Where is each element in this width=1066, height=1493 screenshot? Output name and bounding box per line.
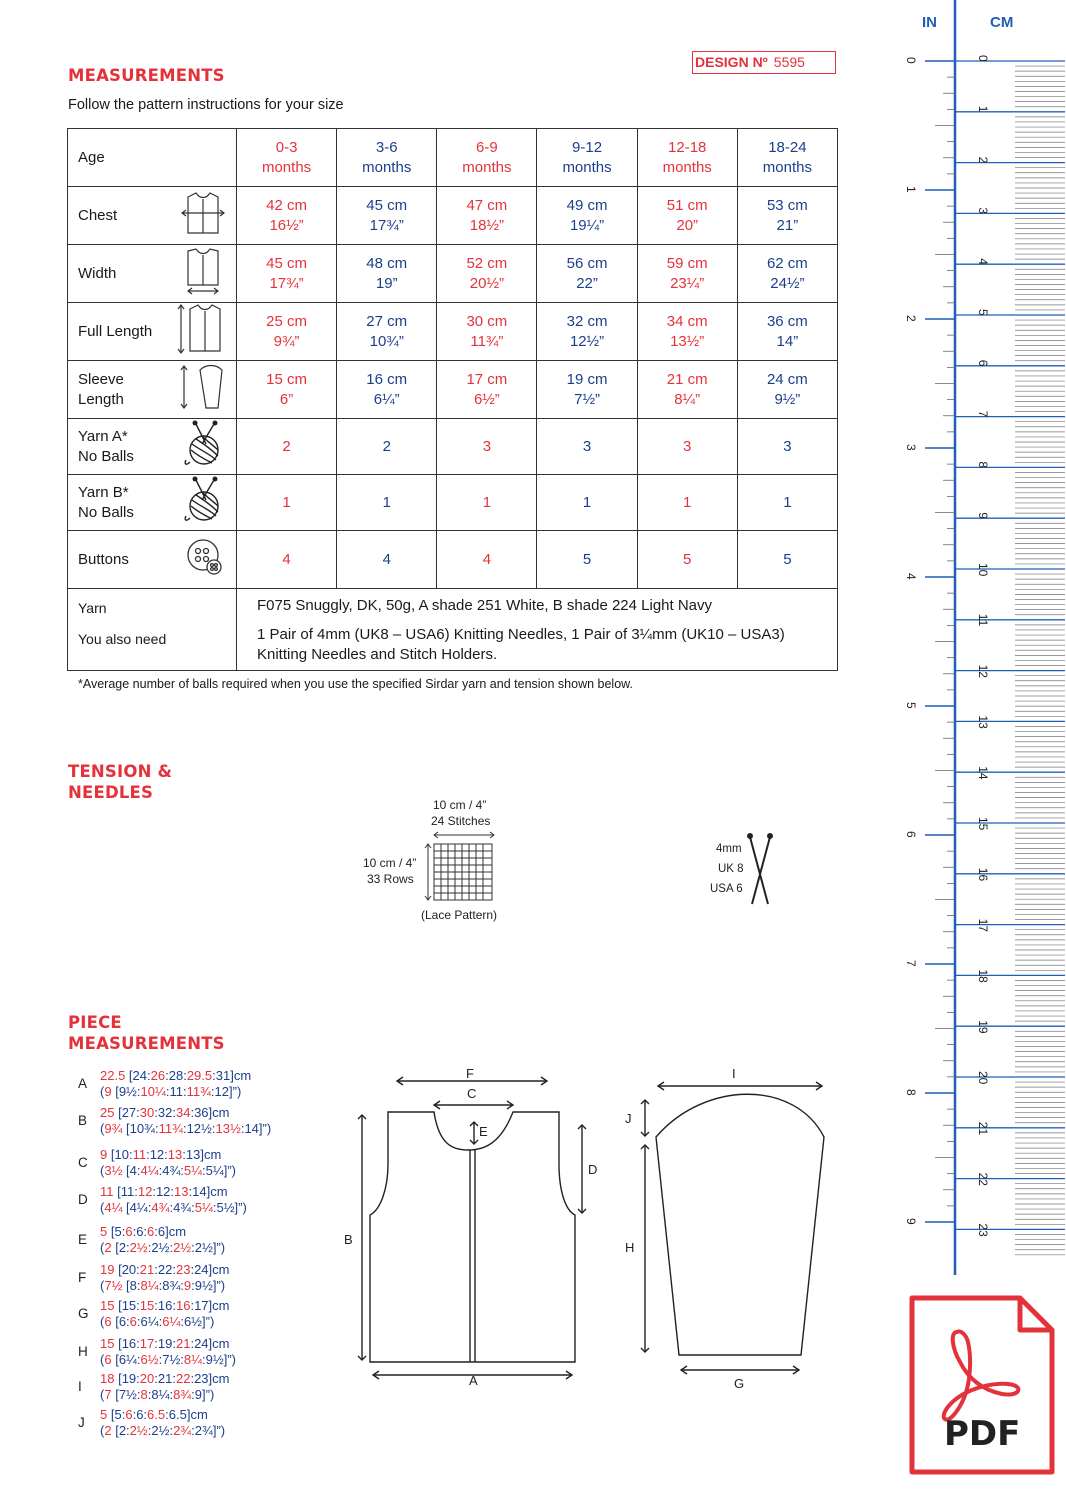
diagram-label-e: E [479, 1124, 488, 1139]
size-value-cell: 1 [737, 475, 837, 531]
ruler-inch-number: 8 [904, 1089, 918, 1096]
size-value-cell: 0-3 months [237, 129, 337, 187]
also-need-value: 1 Pair of 4mm (UK8 – USA6) Knitting Needles, 1 Pair of 3¼mm (UK10 – USA3) Knitting Needles and Stitch Holders. [257, 626, 785, 663]
piece-letter: B [78, 1113, 88, 1128]
measurement-row [68, 531, 838, 589]
ruler-cm-number: 1 [976, 105, 990, 113]
ruler-cm-number: 0 [976, 55, 990, 62]
size-value-cell: 24 cm 9½” [737, 361, 837, 419]
ruler-cm-number: 18 [976, 969, 990, 983]
row-label-cell [68, 361, 237, 419]
piece-measure-in: (9¾ [10¾:11¾:12½:13½:14]”) [100, 1121, 272, 1136]
row-label: Buttons [78, 550, 129, 568]
piece-measure-in: (7 [7½:8:8¼:8¾:9]”) [100, 1387, 215, 1402]
piece-measure-in: (6 [6¼:6½:7½:8¼:9½]”) [100, 1352, 236, 1367]
size-value-cell: 36 cm 14” [737, 303, 837, 361]
measurements-table [67, 128, 838, 671]
piece-measure-cm: 25 [27:30:32:34:36]cm [100, 1105, 230, 1120]
size-value-cell: 62 cm 24½” [737, 245, 837, 303]
size-value-cell: 2 [237, 419, 337, 475]
row-label-cell [68, 419, 237, 475]
ruler-cm-number: 7 [976, 410, 990, 418]
footnote: *Average number of balls required when you use the specified Sirdar yarn and tension shown below. [78, 677, 633, 691]
diagram-label-i: I [732, 1066, 736, 1081]
size-value-cell: 32 cm 12½” [537, 303, 637, 361]
size-value-cell: 5 [537, 531, 637, 589]
piece-measure-in: (2 [2:2½:2½:2½:2½]”) [100, 1240, 226, 1255]
row-label: Width [78, 264, 117, 282]
needle-uk: UK 8 [718, 863, 744, 875]
diagram-label-b: B [344, 1232, 353, 1247]
size-value-cell: 4 [437, 531, 537, 589]
size-value-cell: 30 cm 11¾” [437, 303, 537, 361]
ruler-cm-number: 11 [976, 613, 990, 627]
chest-icon [180, 189, 226, 243]
ruler-inch-number: 2 [904, 315, 918, 322]
ruler-inch-number: 4 [904, 573, 918, 580]
size-value-cell: 3 [537, 419, 637, 475]
piece-measure-in: (3½ [4:4¼:4¾:5¼:5¼]”) [100, 1163, 236, 1178]
yarn-labels [68, 589, 237, 671]
size-value-cell: 18-24 months [737, 129, 837, 187]
piece-measure-in: (2 [2:2½:2½:2¾:2¾]”) [100, 1423, 226, 1438]
size-value-cell: 51 cm 20” [637, 187, 737, 245]
tension-stitches: 24 Stitches [431, 814, 491, 828]
ruler-cm-number: 2 [976, 156, 990, 164]
diagram-label-a: A [469, 1373, 478, 1388]
size-value-cell: 17 cm 6½” [437, 361, 537, 419]
piece-measure-cm: 19 [20:21:22:23:24]cm [100, 1262, 230, 1277]
size-value-cell: 3 [637, 419, 737, 475]
pdf-label: PDF [944, 1414, 1021, 1454]
ruler-cm-number: 21 [976, 1121, 990, 1136]
piece-measure-cm: 11 [11:12:12:13:14]cm [100, 1184, 228, 1199]
size-value-cell: 53 cm 21” [737, 187, 837, 245]
row-label: Yarn A* No Balls [78, 427, 134, 465]
measurement-row [68, 303, 838, 361]
ruler-inch-number: 5 [904, 702, 918, 709]
ruler-cm-number: 3 [976, 207, 990, 215]
tension-swatch-icon [424, 830, 504, 902]
ruler-cm-number: 23 [976, 1223, 990, 1237]
piece-letter: D [78, 1192, 88, 1207]
piece-measurements-title: PIECE MEASUREMENTS [68, 1013, 225, 1053]
tension-rows: 33 Rows [367, 872, 414, 886]
size-value-cell: 16 cm 6¼” [337, 361, 437, 419]
ruler-cm-number: 5 [976, 309, 990, 316]
diagram-label-c: C [467, 1086, 477, 1101]
piece-letter: J [78, 1415, 85, 1430]
size-value-cell: 4 [337, 531, 437, 589]
buttons-icon [186, 537, 226, 583]
diagram-label-h: H [625, 1240, 635, 1255]
ruler [895, 0, 1066, 1275]
measurement-row [68, 361, 838, 419]
size-value-cell: 1 [637, 475, 737, 531]
ruler-cm-label: CM [990, 14, 1014, 31]
ruler-inch-number: 6 [904, 831, 918, 838]
size-value-cell: 47 cm 18½” [437, 187, 537, 245]
ruler-cm-number: 8 [976, 461, 990, 469]
measurement-row [68, 129, 838, 187]
diagram-label-g: G [734, 1376, 745, 1391]
pdf-badge[interactable] [902, 1290, 1057, 1480]
measurement-row [68, 245, 838, 303]
yarn-details [237, 589, 838, 671]
size-value-cell: 27 cm 10¾” [337, 303, 437, 361]
row-label: Age [78, 148, 105, 166]
ruler-inch-number: 0 [904, 57, 918, 64]
ruler-scale [895, 0, 1066, 1275]
size-value-cell: 3 [437, 419, 537, 475]
tension-title: TENSION & NEEDLES [68, 762, 173, 802]
width-icon [180, 247, 226, 301]
ruler-cm-number: 4 [976, 258, 990, 265]
size-value-cell: 42 cm 16½” [237, 187, 337, 245]
ruler-cm-number: 9 [976, 512, 990, 519]
measurements-title: MEASUREMENTS [68, 66, 225, 85]
size-value-cell: 6-9 months [437, 129, 537, 187]
size-value-cell: 56 cm 22” [537, 245, 637, 303]
yarn-label: Yarn [78, 600, 107, 616]
piece-measure-in: (4¼ [4¼:4¾:4¾:5¼:5½]”) [100, 1200, 247, 1215]
needle-usa: USA 6 [710, 883, 743, 895]
size-value-cell: 59 cm 23¼” [637, 245, 737, 303]
size-value-cell: 3 [737, 419, 837, 475]
ruler-inch-number: 9 [904, 1218, 918, 1225]
diagram-label-j: J [625, 1111, 632, 1126]
piece-measure-cm: 9 [10:11:12:13:13]cm [100, 1147, 222, 1162]
full-length-icon [176, 303, 226, 361]
ruler-inch-number: 7 [904, 960, 918, 967]
ruler-cm-number: 13 [976, 715, 990, 729]
piece-letter: H [78, 1344, 88, 1359]
also-need-label: You also need [78, 631, 167, 647]
size-value-cell: 49 cm 19¼” [537, 187, 637, 245]
measurement-row [68, 419, 838, 475]
row-label-cell [68, 245, 237, 303]
yarn-ball-icon [182, 420, 226, 474]
size-value-cell: 21 cm 8¼” [637, 361, 737, 419]
piece-letter: C [78, 1155, 88, 1170]
ruler-in-label: IN [922, 14, 937, 31]
needle-mm: 4mm [716, 843, 742, 855]
ruler-cm-number: 15 [976, 817, 990, 831]
piece-measure-cm: 5 [5:6:6:6:6]cm [100, 1224, 187, 1239]
size-value-cell: 4 [237, 531, 337, 589]
yarn-value: F075 Snuggly, DK, 50g, A shade 251 White, B shade 224 Light Navy [257, 597, 713, 614]
piece-letter: E [78, 1232, 88, 1247]
row-label-cell [68, 129, 237, 187]
ruler-cm-number: 12 [976, 664, 990, 678]
measurement-row [68, 475, 838, 531]
size-value-cell: 1 [337, 475, 437, 531]
piece-letter: I [78, 1379, 82, 1394]
size-value-cell: 25 cm 9¾” [237, 303, 337, 361]
size-value-cell: 52 cm 20½” [437, 245, 537, 303]
size-value-cell: 19 cm 7½” [537, 361, 637, 419]
piece-letter: F [78, 1270, 87, 1285]
yarn-ball-icon [182, 476, 226, 530]
ruler-cm-number: 20 [976, 1071, 990, 1085]
diagram-label-f: F [466, 1066, 474, 1081]
tension-height-label: 10 cm / 4” [363, 856, 417, 870]
piece-measure-cm: 15 [16:17:19:21:24]cm [100, 1336, 230, 1351]
row-label: Sleeve Length [78, 370, 124, 408]
measurements-intro: Follow the pattern instructions for your size [68, 97, 344, 113]
tension-width-label: 10 cm / 4” [433, 798, 487, 812]
ruler-cm-number: 19 [976, 1020, 990, 1034]
size-value-cell: 45 cm 17¾” [237, 245, 337, 303]
size-value-cell: 5 [637, 531, 737, 589]
piece-letter: G [78, 1306, 89, 1321]
piece-measure-cm: 18 [19:20:21:22:23]cm [100, 1371, 230, 1386]
piece-measure-cm: 22.5 [24:26:28:29.5:31]cm [100, 1068, 252, 1083]
size-value-cell: 9-12 months [537, 129, 637, 187]
ruler-cm-number: 16 [976, 867, 990, 882]
size-value-cell: 45 cm 17¾” [337, 187, 437, 245]
ruler-inch-number: 1 [904, 186, 918, 193]
size-value-cell: 34 cm 13½” [637, 303, 737, 361]
sleeve-length-icon [176, 362, 226, 418]
piece-measure-in: (9 [9½:10¼:11:11¾:12]”) [100, 1084, 242, 1099]
ruler-cm-number: 14 [976, 766, 990, 780]
size-value-cell: 2 [337, 419, 437, 475]
row-label-cell [68, 303, 237, 361]
piece-measure-in: (6 [6:6:6¼:6¼:6½]”) [100, 1314, 215, 1329]
piece-measure-cm: 15 [15:15:16:16:17]cm [100, 1298, 230, 1313]
size-value-cell: 12-18 months [637, 129, 737, 187]
ruler-cm-number: 22 [976, 1172, 990, 1186]
row-label-cell [68, 187, 237, 245]
row-label: Full Length [78, 322, 153, 340]
size-value-cell: 5 [737, 531, 837, 589]
piece-letter: A [78, 1076, 88, 1091]
ruler-cm-number: 10 [976, 563, 990, 577]
yarn-row [68, 589, 838, 671]
size-value-cell: 3-6 months [337, 129, 437, 187]
ruler-inch-number: 3 [904, 444, 918, 451]
diagram-label-d: D [588, 1162, 598, 1177]
row-label: Chest [78, 206, 118, 224]
size-value-cell: 1 [537, 475, 637, 531]
piece-measure-in: (7½ [8:8¼:8¾:9:9½]”) [100, 1278, 226, 1293]
size-value-cell: 1 [437, 475, 537, 531]
row-label: Yarn B* No Balls [78, 483, 134, 521]
row-label-cell [68, 475, 237, 531]
piece-measure-cm: 5 [5:6:6:6.5:6.5]cm [100, 1407, 208, 1422]
row-label-cell [68, 531, 237, 589]
size-value-cell: 1 [237, 475, 337, 531]
size-value-cell: 48 cm 19” [337, 245, 437, 303]
measurement-row [68, 187, 838, 245]
garment-diagram [335, 1060, 835, 1400]
knitting-needles-icon [746, 832, 774, 908]
size-value-cell: 15 cm 6” [237, 361, 337, 419]
ruler-cm-number: 17 [976, 918, 990, 932]
design-number-box: DESIGN Nº 5595 [692, 51, 836, 74]
tension-pattern: (Lace Pattern) [421, 908, 498, 922]
ruler-cm-number: 6 [976, 359, 990, 367]
